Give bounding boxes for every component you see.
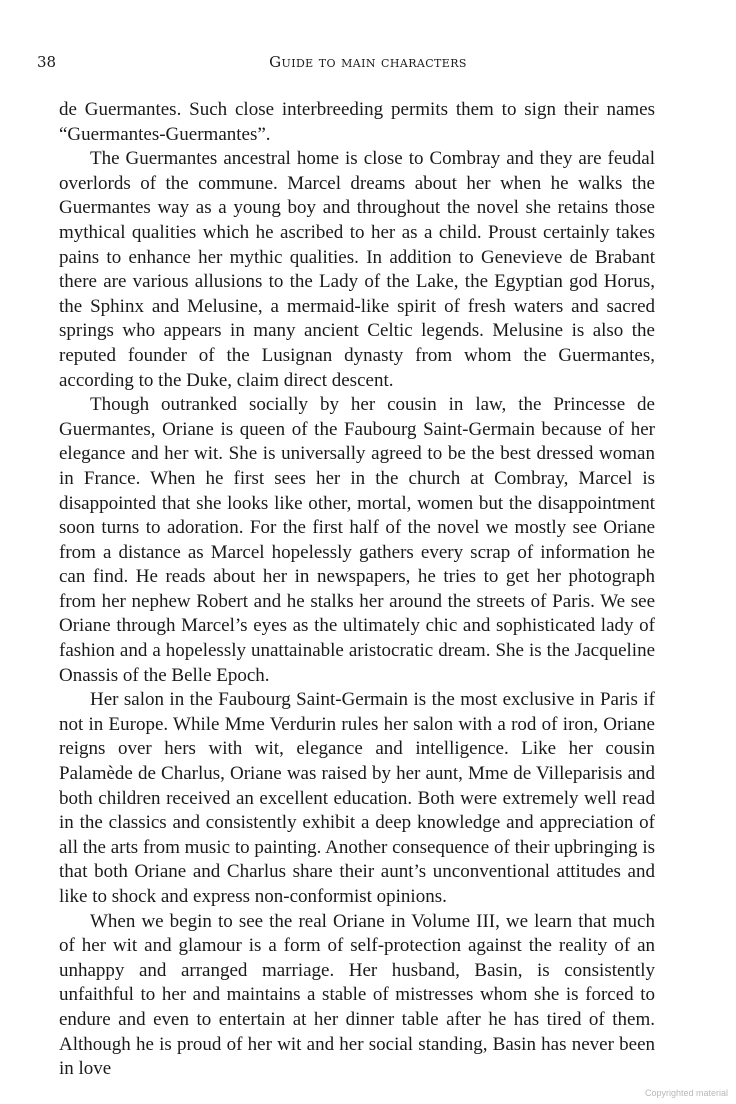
body-text <box>59 98 655 1082</box>
running-head: Guide to main characters <box>269 53 467 71</box>
paragraph: When we begin to see the real Oriane in Volume III, we learn that much of her wit and glamour is a form of self-protection against the reality of an unhappy and arranged marriage. Her husband, Basin, is consistently unfaithful to her and maintains a stable of mistresses whom she is forced to endure and even to entertain at her dinner table after he has tired of them. Although he is proud of her wit and her social standing, Basin has never been in love <box>59 910 655 1080</box>
copyright-watermark: Copyrighted material <box>644 1088 728 1098</box>
paragraph: Though outranked socially by her cousin in law, the Princesse de Guermantes, Oriane is queen of the Faubourg Saint-Germain because of her elegance and her wit. She is universally agreed to be the best dressed woman in France. When he first sees her in the church at Combray, Marcel is disappointed that she looks like other, mortal, women but the disappointment soon turns to adoration. For the first half of the novel we mostly see Oriane from a distance as Marcel hopelessly gathers every scrap of information he can find. He reads about her in newspapers, he tries to get her photograph from her nephew Robert and he stalks her around the streets of Paris. We see Oriane through Marcel’s eyes as the ultimately chic and sophisticated lady of fashion and a hopelessly unattainable aristocratic dream. She is the Jacqueline Onassis of the Belle Epoch. <box>59 394 655 686</box>
paragraph: de Guermantes. Such close interbreeding permits them to sign their names “Guermantes-Guermantes”. <box>59 99 655 145</box>
paragraph: Her salon in the Faubourg Saint-Germain is the most exclusive in Paris if not in Europe. While Mme Verdurin rules her salon with a rod of iron, Oriane reigns over hers with wit, elegance and intelligence. Like her cousin Palamède de Charlus, Oriane was raised by her aunt, Mme de Villeparisis and both children received an excellent education. Both were extremely well read in the classics and consistently exhibit a deep knowledge and appreciation of all the arts from music to painting. Another consequence of their upbringing is that both Oriane and Charlus share their aunt’s unconventional attitudes and like to shock and express non-conformist opinions. <box>59 689 655 907</box>
page-number: 38 <box>37 53 57 71</box>
paragraph: The Guermantes ancestral home is close to Combray and they are feudal overlords of the commune. Marcel dreams about her when he walks the Guermantes way as a young boy and throughout the novel she retains those mythical qualities which he ascribed to her as a child. Proust certainly takes pains to enhance her mythic qualities. In addition to Genevieve de Brabant there are various allusions to the Lady of the Lake, the Egyptian god Horus, the Sphinx and Melusine, a mermaid-like spirit of fresh waters and sacred springs who appears in many ancient Celtic legends. Melusine is also the reputed founder of the Lusignan dynasty from whom the Guermantes, according to the Duke, claim direct descent. <box>59 148 655 391</box>
